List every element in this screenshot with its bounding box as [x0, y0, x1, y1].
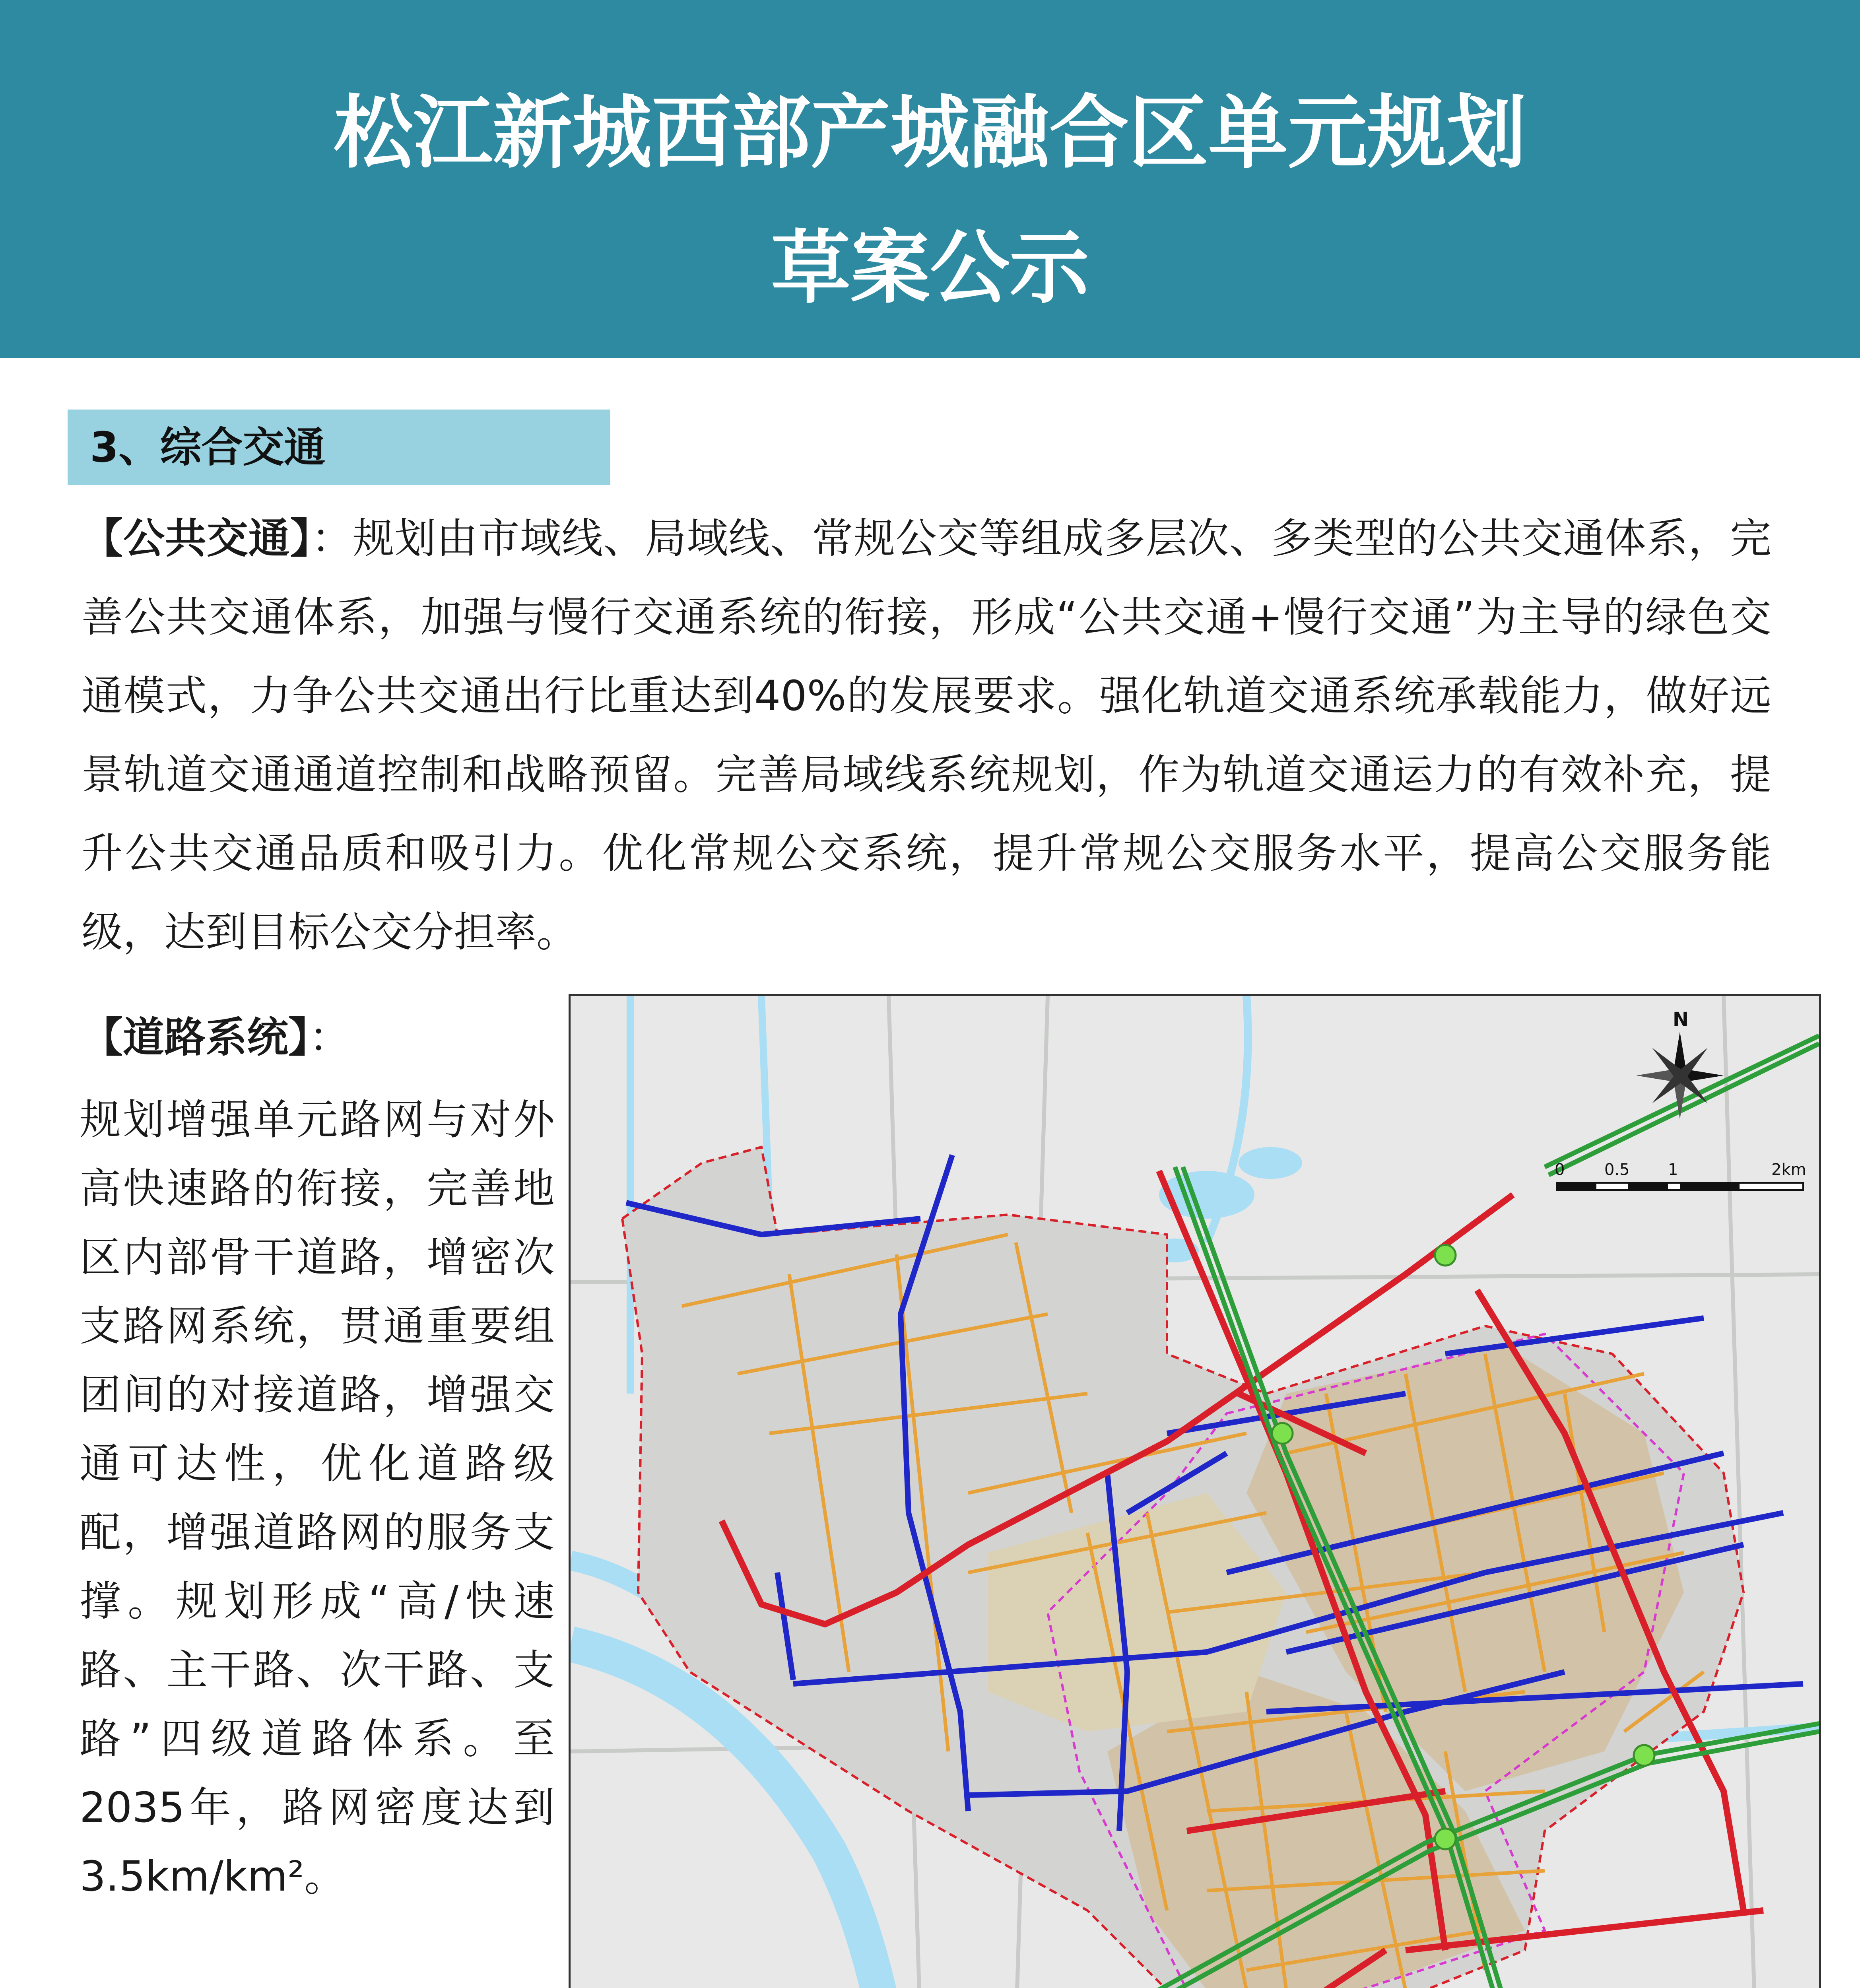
page-subtitle: 草案公示	[771, 222, 1089, 315]
header-banner	[0, 0, 1860, 358]
road-system-colon: ：	[309, 1013, 351, 1062]
map-graphic	[571, 996, 1819, 1988]
section-heading-bar	[68, 410, 610, 485]
scale-label-0: 0	[1555, 1161, 1565, 1179]
road-density-value: 3.5km/km²。	[80, 1852, 346, 1901]
road-system-heading	[82, 998, 350, 1077]
page-title: 松江新城西部产城融合区单元规划	[333, 87, 1526, 179]
north-label: N	[1673, 1008, 1689, 1031]
road-system-label: 【道路系统】	[82, 1013, 309, 1062]
road-system-text: 规划增强单元路网与对外高快速路的衔接，完善地区内部骨干道路，增密次支路网系统，贯通重要组团间的对接道路，增强交通可达性，优化道路级配，增强道路网的服务支撑。规划形成“高/快速路、主干路、次干路、支路”四级道路体系。至2035年，路网密度达到	[80, 1095, 555, 1832]
public-transport-text: ：规划由市域线、局域线、常规公交等组成多层次、多类型的公共交通体系，完善公共交通体系，加强与慢行交通系统的衔接，形成“公共交通+慢行交通”为主导的绿色交通模式，力争公共交通出行比重达到40%的发展要求。强化轨道交通系统承载能力，做好远景轨道交通通道控制和战略预留。完善局域线系统规划，作为轨道交通运力的有效补充，提升公共交通品质和吸引力。优化常规公交系统，提升常规公交服务水平，提高公交服务能级，达到目标公交分担率。	[82, 514, 1771, 956]
scale-label-1: 1	[1668, 1161, 1678, 1179]
public-transport-label: 【公共交通】	[82, 514, 311, 563]
section-heading: 3、综合交通	[90, 423, 326, 472]
scale-label-2km: 2km	[1771, 1161, 1806, 1179]
public-transport-paragraph	[82, 499, 1771, 971]
road-system-map	[569, 994, 1821, 1988]
scale-bar	[1555, 1161, 1806, 1190]
scale-label-05: 0.5	[1604, 1161, 1630, 1179]
road-system-paragraph	[80, 1085, 555, 1911]
north-arrow	[1636, 1008, 1724, 1119]
